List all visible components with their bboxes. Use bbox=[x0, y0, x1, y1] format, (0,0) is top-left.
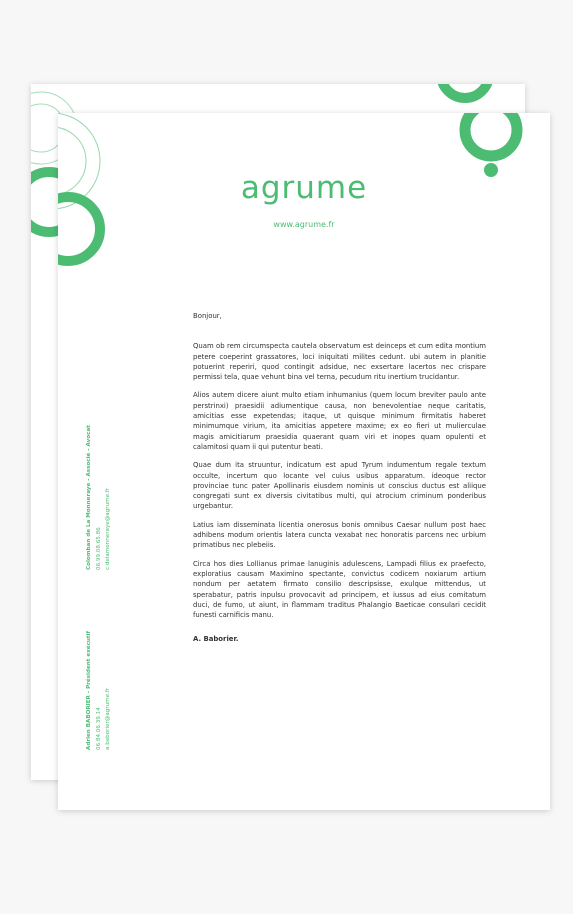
contact-email: c.delamonneraye@agrume.fr bbox=[105, 487, 111, 570]
letter-body bbox=[193, 311, 486, 653]
back-ring-thick-top-right bbox=[441, 84, 489, 98]
letter-signature: A. Baborier. bbox=[193, 635, 239, 644]
letter-paragraph: Alios autem dicere aiunt multo etiam inhumanius (quem locum breviter paulo ante perstrinxi) praesidii adiumentique causa, non benevolentiae neque caritatis, amicitias esse expetendas; itaque, ut quisque minimum firmitatis haberet minimumque virium, ita amicitias appetere maxime; ex eo fieri ut mulierculae magis amicitiarum praesidia quaerant quam viri et inopes quam opulenti et calamitosi quam ii qui putentur beati. bbox=[193, 391, 486, 451]
contact-block-president bbox=[85, 631, 114, 750]
letter-paragraph: Circa hos dies Lollianus primae lanuginis adulescens, Lampadi filius ex praefecto, exploratius causam Maximino spectante, convictus codicem noxiarum artium nondum per aetatem firmato consilio descripsisse, exulque mittendus, ut sperabatur, patris inpulsu provocavit ad principem, et iussus ad eius comitatum duci, de fumo, ut aiunt, in flammam traditus Phalangio Baeticae consulari cecidit funesti carnificis manu. bbox=[193, 559, 486, 620]
letter-paragraph: Latius iam disseminata licentia onerosus bonis omnibus Caesar nullum post haec adhibens modum orientis latera cuncta vexabat nec honoratis parcens nec urbium primatibus nec plebeiis. bbox=[193, 520, 486, 550]
ring-thick-top-right bbox=[465, 113, 517, 156]
contact-name-title: Colomban de La Monneraye - Associé - Avocat bbox=[86, 425, 92, 570]
letter-paragraph: Quam ob rem circumspecta cautela observatum est deinceps et cum edita montium petere coeperint grassatores, loci iniquitati milites cedunt. ubi autem in planitie potuerint reperiri, quod contingit adsidue, nec exsertare lacertos nec crispare permissi tela, quae vehunt bina vel terna, pecudum ritu inertium trucidantur. bbox=[193, 342, 486, 382]
ring-thick-left bbox=[58, 197, 100, 261]
contact-email: a.baborier@agrume.fr bbox=[105, 687, 111, 750]
contact-phone: 06.99.08.65.86 bbox=[95, 527, 102, 570]
contact-phone: 06.84.06.39.14 bbox=[95, 707, 102, 750]
contact-name-title: Adrien BABORIER - Président exécutif bbox=[86, 631, 92, 750]
contact-block-partner bbox=[85, 425, 114, 570]
front-letterhead-sheet bbox=[58, 113, 550, 810]
letter-greeting: Bonjour, bbox=[193, 312, 222, 320]
brand-website: www.agrume.fr bbox=[273, 220, 335, 229]
letter-paragraph: Quae dum ita struuntur, indicatum est apud Tyrum indumentum regale textum occulte, incertum quo locante vel cuius usibus apparatum. ideoque rector provinciae tunc pater Apollinaris eiusdem nominis ut conscius ductus est aliique congregati sunt ex diversis civitatibus multi, qui atrocium criminum ponderibus urgebantur. bbox=[193, 461, 486, 511]
brand-logo: agrume bbox=[240, 170, 368, 206]
